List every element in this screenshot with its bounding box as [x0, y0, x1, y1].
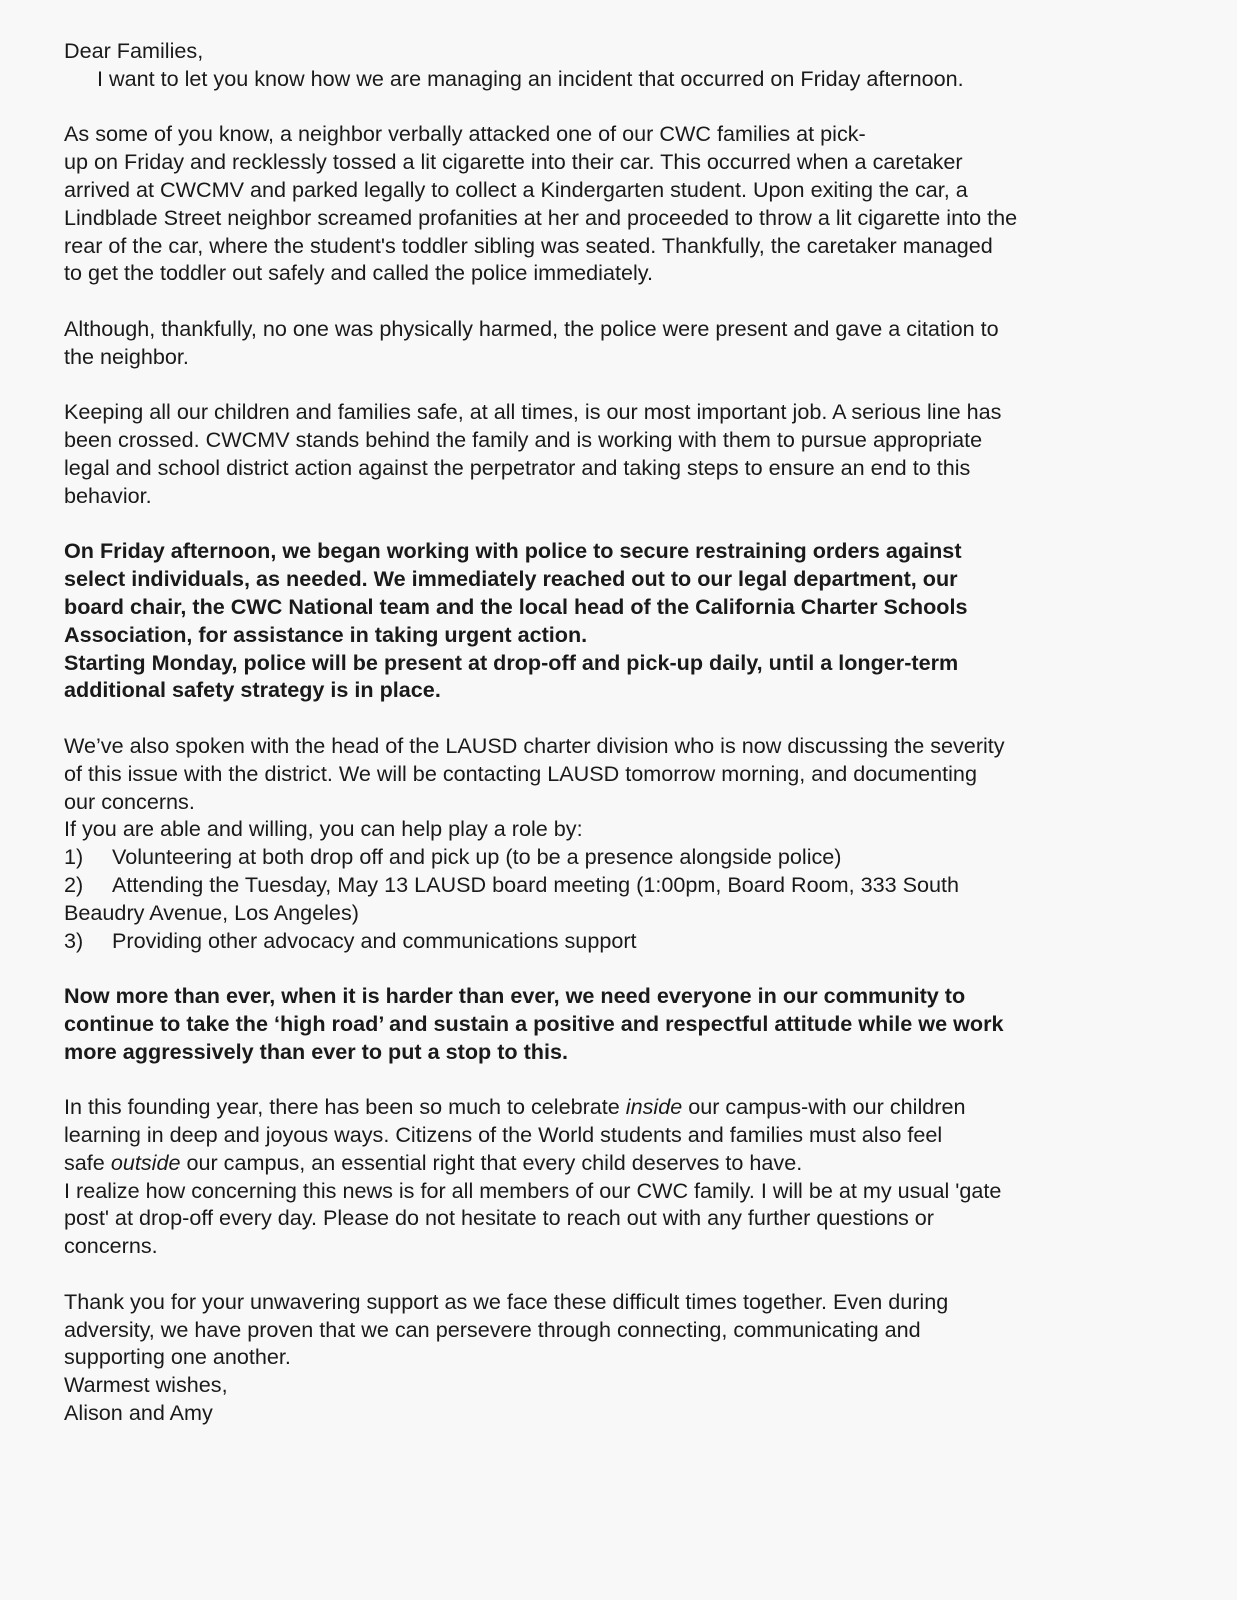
salutation: Dear Families, — [64, 38, 204, 63]
text-line: the neighbor. — [64, 343, 189, 369]
text-line: Although, thankfully, no one was physically harmed, the police were present and gave a citation to — [64, 315, 999, 341]
text-line: On Friday afternoon, we began working with police to secure restraining orders against — [64, 538, 962, 564]
signature: Alison and Amy — [64, 1400, 213, 1426]
list-text: Providing other advocacy and communications support — [112, 927, 637, 953]
list-text: Attending the Tuesday, May 13 LAUSD board meeting (1:00pm, Board Room, 333 South — [112, 871, 960, 897]
text-line: select individuals, as needed. We immediately reached out to our legal department, our — [64, 566, 958, 592]
list-text: Volunteering at both drop off and pick up (to be a presence alongside police) — [112, 844, 842, 870]
list-item — [64, 871, 1204, 899]
paragraph-police — [64, 315, 1204, 371]
text-line: We’ve also spoken with the head of the LAUSD charter division who is now discussing the severity — [64, 732, 1005, 758]
text-line: up on Friday and recklessly tossed a lit cigarette into their car. This occurred when a caretaker — [64, 149, 963, 175]
text-line: supporting one another. — [64, 1344, 291, 1370]
text-line: board chair, the CWC National team and the local head of the California Charter Schools — [64, 593, 968, 619]
text-line: adversity, we have proven that we can persevere through connecting, communicating and — [64, 1316, 921, 1342]
text-line: As some of you know, a neighbor verbally attacked one of our CWC families at pick- — [64, 121, 866, 147]
paragraph-founding-year — [64, 1093, 1204, 1260]
text-line: concerns. — [64, 1233, 158, 1259]
list-item-continuation: Beaudry Avenue, Los Angeles) — [64, 899, 359, 925]
paragraph-thank-you — [64, 1288, 1204, 1371]
text-line: our concerns. — [64, 788, 195, 814]
text-line: more aggressively than ever to put a stop to this. — [64, 1038, 568, 1064]
text-segment: In this founding year, there has been so much to celebrate — [64, 1094, 626, 1120]
text-line: legal and school district action against the perpetrator and taking steps to ensure an end to this — [64, 454, 971, 480]
text-line — [64, 1093, 1204, 1121]
closing: Warmest wishes, — [64, 1372, 228, 1398]
text-line — [64, 1149, 1204, 1177]
paragraph-high-road-bold — [64, 982, 1204, 1065]
emphasis-outside: outside — [110, 1149, 181, 1175]
text-segment: our campus-with our children — [682, 1094, 966, 1120]
text-line: I realize how concerning this news is for all members of our CWC family. I will be at my usual 'gate — [64, 1177, 1002, 1203]
paragraph-actions-bold — [64, 537, 1204, 704]
list-number: 1) — [64, 844, 84, 870]
text-line: learning in deep and joyous ways. Citizens of the World students and families must also feel — [64, 1122, 943, 1148]
text-line: arrived at CWCMV and parked legally to collect a Kindergarten student. Upon exiting the car, a — [64, 176, 968, 202]
text-line: Association, for assistance in taking urgent action. — [64, 621, 588, 647]
text-segment: our campus, an essential right that every child deserves to have. — [180, 1149, 803, 1175]
text-line: rear of the car, where the student's toddler sibling was seated. Thankfully, the caretaker managed — [64, 232, 993, 258]
list-item — [64, 927, 1204, 955]
text-line: If you are able and willing, you can help play a role by: — [64, 816, 583, 842]
list-number: 3) — [64, 927, 84, 953]
paragraph-lausd — [64, 732, 1204, 843]
text-segment: safe — [64, 1149, 111, 1175]
text-line: Now more than ever, when it is harder than ever, we need everyone in our community to — [64, 983, 966, 1009]
text-line: Starting Monday, police will be present at drop-off and pick-up daily, until a longer-term — [64, 649, 959, 675]
list-number: 2) — [64, 871, 84, 897]
intro-line: I want to let you know how we are managing an incident that occurred on Friday afternoon. — [97, 65, 964, 91]
text-line: behavior. — [64, 482, 152, 508]
help-list — [64, 843, 1204, 954]
text-line: post' at drop-off every day. Please do not hesitate to reach out with any further questions or — [64, 1205, 934, 1231]
text-line: continue to take the ‘high road’ and sustain a positive and respectful attitude while we work — [64, 1010, 1004, 1036]
text-line: Lindblade Street neighbor screamed profanities at her and proceeded to throw a lit cigarette into the — [64, 204, 1018, 230]
list-item — [64, 843, 1204, 871]
paragraph-incident — [64, 120, 1204, 287]
emphasis-inside: inside — [625, 1094, 683, 1120]
text-line: been crossed. CWCMV stands behind the family and is working with them to pursue appropriate — [64, 427, 983, 453]
text-line: to get the toddler out safely and called the police immediately. — [64, 260, 653, 286]
text-line: Keeping all our children and families safe, at all times, is our most important job. A serious line has — [64, 399, 1002, 425]
text-line: additional safety strategy is in place. — [64, 677, 441, 703]
paragraph-safety — [64, 398, 1204, 509]
text-line: Thank you for your unwavering support as we face these difficult times together. Even during — [64, 1288, 949, 1314]
letter-body — [64, 37, 1204, 1427]
text-line: of this issue with the district. We will be contacting LAUSD tomorrow morning, and documenting — [64, 760, 977, 786]
